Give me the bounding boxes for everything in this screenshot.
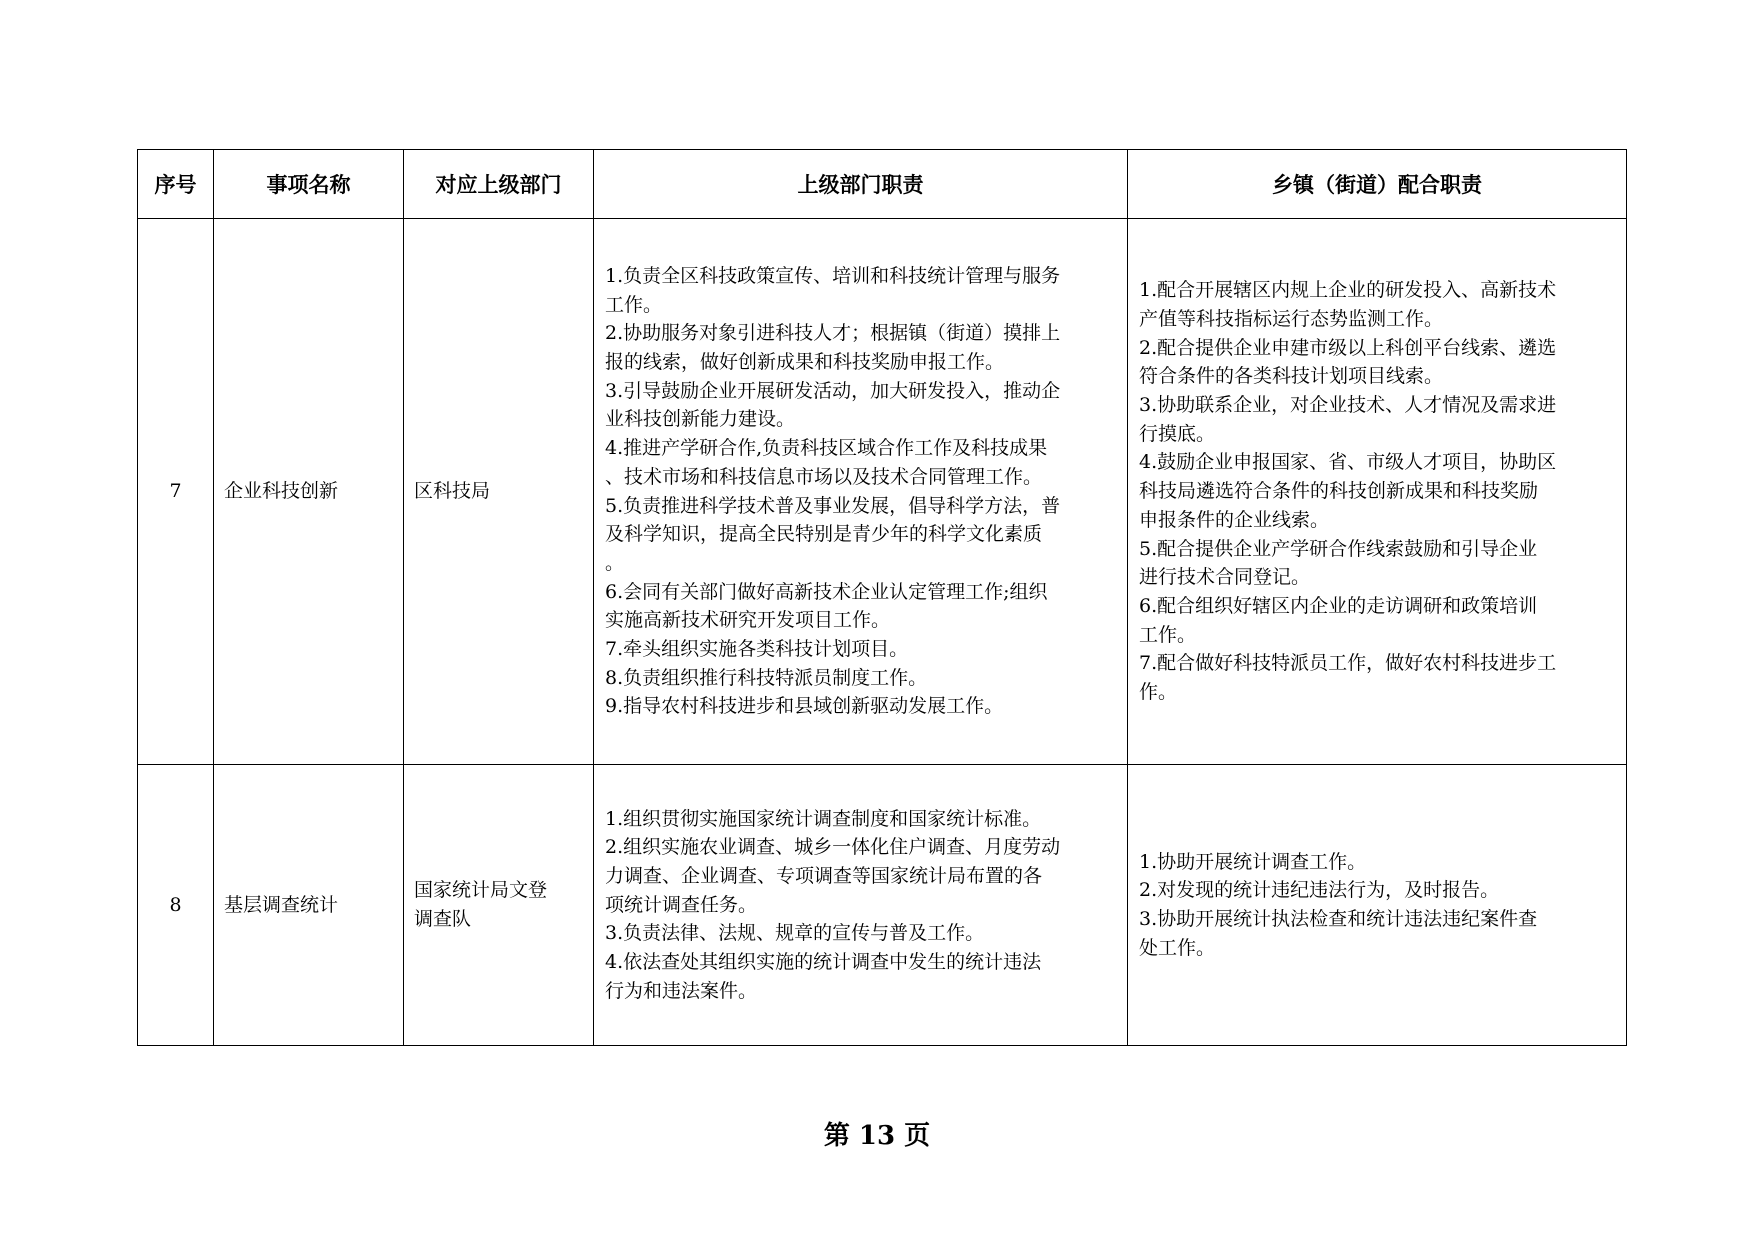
duty-line: 1.负责全区科技政策宣传、培训和科技统计管理与服务 (605, 264, 1061, 287)
duty-line: 3.引导鼓励企业开展研发活动，加大研发投入，推动企 (605, 379, 1061, 402)
duty-line: 报的线索，做好创新成果和科技奖励申报工作。 (605, 350, 1005, 373)
duty-line: 6.会同有关部门做好高新技术企业认定管理工作;组织 (605, 580, 1048, 603)
header-no: 序号 (138, 150, 214, 219)
coop-line: 产值等科技指标运行态势监测工作。 (1139, 307, 1444, 330)
coop-line: 5.配合提供企业产学研合作线索鼓励和引导企业 (1139, 537, 1538, 560)
duty-line: 1.组织贯彻实施国家统计调查制度和国家统计标准。 (605, 807, 1042, 830)
duty-line: 力调查、企业调查、专项调查等国家统计局布置的各 (605, 864, 1043, 887)
duty-line: 行为和违法案件。 (605, 979, 758, 1002)
header-item-name: 事项名称 (214, 150, 404, 219)
duty-line: 实施高新技术研究开发项目工作。 (605, 609, 891, 632)
superior-dept: 区科技局 (404, 219, 594, 765)
coop-line: 2.对发现的统计违纪违法行为，及时报告。 (1139, 879, 1500, 902)
duty-line: 7.牵头组织实施各类科技计划项目。 (605, 638, 909, 661)
coop-line: 3.协助联系企业，对企业技术、人才情况及需求进 (1139, 394, 1557, 417)
coop-line: 1.协助开展统计调查工作。 (1139, 850, 1367, 873)
duty-line: 及科学知识，提高全民特别是青少年的科学文化素质 (605, 523, 1043, 546)
coop-line: 4.鼓励企业申报国家、省、市级人才项目，协助区 (1139, 451, 1557, 474)
coop-line: 2.配合提供企业申建市级以上科创平台线索、遴选 (1139, 336, 1557, 359)
duties-table (137, 149, 1627, 1046)
duty-line: 2.组织实施农业调查、城乡一体化住户调查、月度劳动 (605, 836, 1061, 859)
dept-line: 调查队 (414, 908, 472, 930)
duty-line: 工作。 (605, 293, 663, 316)
coop-line: 处工作。 (1139, 936, 1216, 959)
coop-line: 7.配合做好科技特派员工作，做好农村科技进步工 (1139, 652, 1557, 675)
page-number: 第 13 页 (823, 1121, 931, 1151)
town-duties (1128, 219, 1627, 765)
duty-line: 3.负责法律、法规、规章的宣传与普及工作。 (605, 922, 985, 945)
duty-line: 项统计调查任务。 (605, 893, 758, 916)
coop-line: 进行技术合同登记。 (1139, 566, 1311, 589)
duty-line: 9.指导农村科技进步和县域创新驱动发展工作。 (605, 695, 1004, 718)
header-town-duties: 乡镇（街道）配合职责 (1128, 150, 1627, 219)
dept-duties (594, 219, 1128, 765)
duty-line: 2.协助服务对象引进科技人才；根据镇（街道）摸排上 (605, 322, 1061, 345)
item-name: 基层调查统计 (214, 765, 404, 1046)
row-number: 7 (138, 219, 214, 765)
table-header-row (138, 150, 1627, 219)
coop-line: 工作。 (1139, 623, 1197, 646)
duty-line: 4.推进产学研合作,负责科技区域合作工作及科技成果 (605, 437, 1048, 460)
duty-line: 。 (605, 551, 625, 574)
coop-line: 符合条件的各类科技计划项目线索。 (1139, 365, 1444, 388)
header-dept-duties: 上级部门职责 (594, 150, 1128, 219)
item-name: 企业科技创新 (214, 219, 404, 765)
table-row (138, 219, 1627, 765)
superior-dept (404, 765, 594, 1046)
row-number: 8 (138, 765, 214, 1046)
coop-line: 6.配合组织好辖区内企业的走访调研和政策培训 (1139, 594, 1538, 617)
coop-line: 行摸底。 (1139, 422, 1216, 445)
duty-line: 5.负责推进科学技术普及事业发展，倡导科学方法，普 (605, 494, 1061, 517)
coop-line: 作。 (1139, 681, 1178, 704)
coop-line: 1.配合开展辖区内规上企业的研发投入、高新技术 (1139, 279, 1557, 302)
header-dept: 对应上级部门 (404, 150, 594, 219)
duty-line: 、技术市场和科技信息市场以及技术合同管理工作。 (605, 465, 1043, 488)
coop-line: 3.协助开展统计执法检查和统计违法违纪案件查 (1139, 908, 1538, 930)
coop-line: 科技局遴选符合条件的科技创新成果和科技奖励 (1139, 480, 1539, 503)
dept-duties (594, 765, 1128, 1046)
town-duties (1128, 765, 1627, 1046)
duty-line: 业科技创新能力建设。 (605, 408, 796, 431)
duty-line: 4.依法查处其组织实施的统计调查中发生的统计违法 (605, 951, 1042, 974)
table-row (138, 765, 1627, 1046)
coop-line: 申报条件的企业线索。 (1139, 508, 1330, 531)
duty-line: 8.负责组织推行科技特派员制度工作。 (605, 666, 928, 689)
dept-line: 国家统计局文登 (414, 879, 548, 902)
